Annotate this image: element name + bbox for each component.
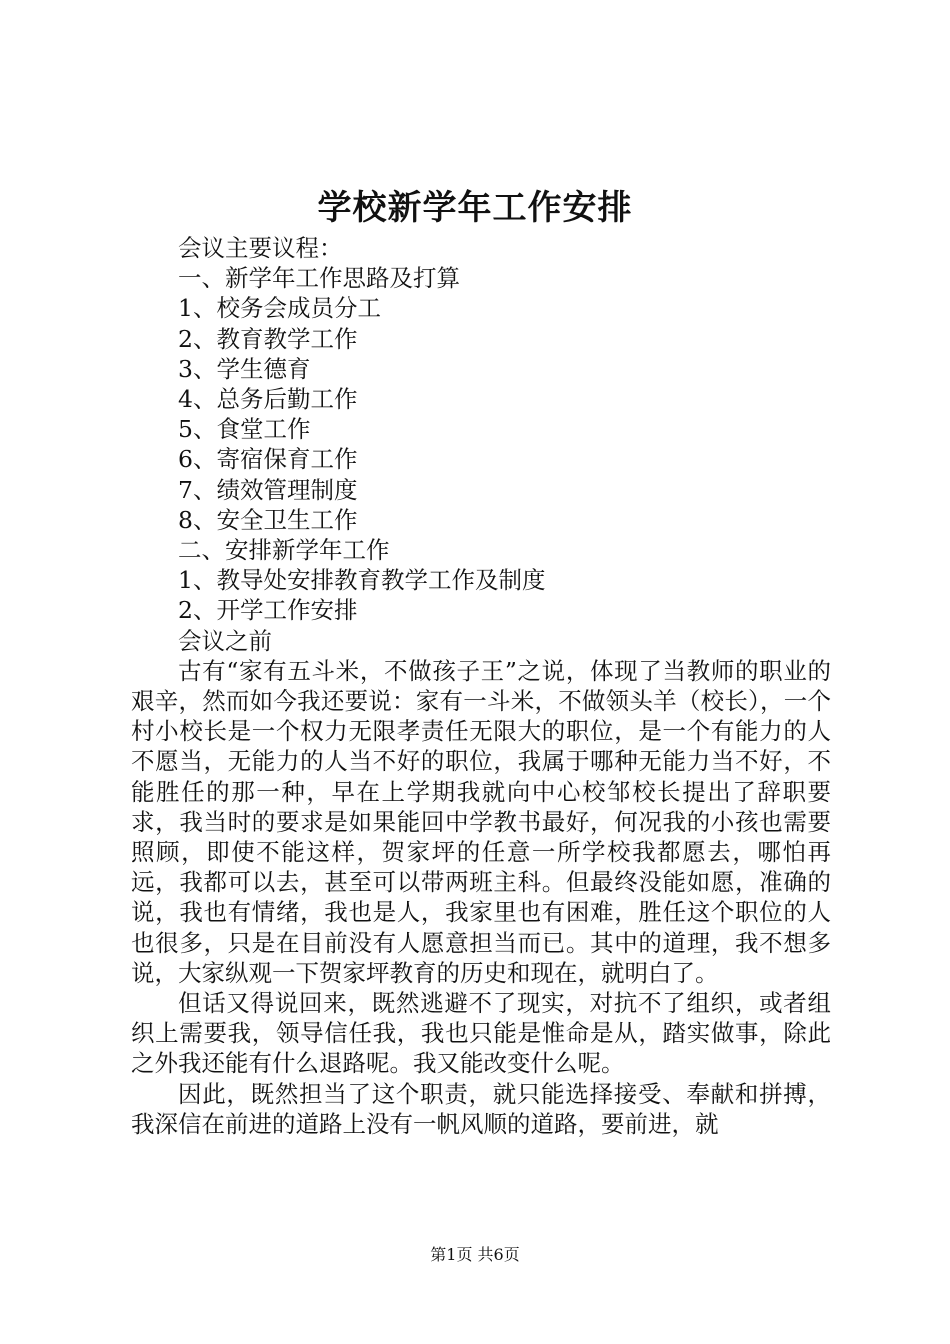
agenda-item: 3、学生德育 [178, 354, 311, 383]
section-label: 会议之前 [178, 626, 272, 655]
agenda-item: 2、开学工作安排 [178, 596, 358, 625]
document-body [131, 233, 831, 1139]
agenda-item: 5、食堂工作 [178, 415, 311, 444]
agenda-item: 二、安排新学年工作 [178, 536, 390, 565]
agenda-item: 一、新学年工作思路及打算 [178, 264, 460, 293]
agenda-item: 1、校务会成员分工 [178, 294, 381, 323]
agenda-item: 8、安全卫生工作 [178, 505, 358, 534]
body-paragraph: 古有“家有五斗米，不做孩子王”之说，体现了当教师的职业的艰辛，然而如今我还要说：家有一斗米，不做领头羊（校长），一个村小校长是一个权力无限孝责任无限大的职位，是一个有能力的人不愿当，无能力的人当不好的职位，我属于哪种无能力当不好，不能胜任的那一种，早在上学期我就向中心校邹校长提出了辞职要求，我当时的要求是如果能回中学教书最好，何况我的小孩也需要照顾，即使不能这样，贺家坪的任意一所学校我都愿去，哪怕再远，我都可以去，甚至可以带两班主科。但最终没能如愿，准确的说，我也有情绪，我也是人，我家里也有困难，胜任这个职位的人也很多，只是在目前没有人愿意担当而已。其中的道理，我不想多说，大家纵观一下贺家坪教育的历史和现在，就明白了。 [131, 656, 831, 987]
agenda-item: 1、教导处安排教育教学工作及制度 [178, 566, 546, 595]
agenda-item: 2、教育教学工作 [178, 324, 358, 353]
body-paragraph: 因此，既然担当了这个职责，就只能选择接受、奉献和拼搏，我深信在前进的道路上没有一帆风顺的道路，要前进，就 [131, 1079, 831, 1138]
agenda-item: 4、总务后勤工作 [178, 385, 358, 414]
agenda-heading: 会议主要议程： [178, 234, 343, 262]
document-title: 学校新学年工作安排 [317, 188, 633, 228]
agenda-item: 7、绩效管理制度 [178, 475, 358, 504]
agenda-item: 6、寄宿保育工作 [178, 445, 358, 474]
body-paragraph: 但话又得说回来，既然逃避不了现实，对抗不了组织，或者组织上需要我，领导信任我，我也只能是惟命是从，踏实做事，除此之外我还能有什么退路呢。我又能改变什么呢。 [131, 989, 831, 1078]
page-footer: 第1页 共6页 [430, 1245, 520, 1264]
